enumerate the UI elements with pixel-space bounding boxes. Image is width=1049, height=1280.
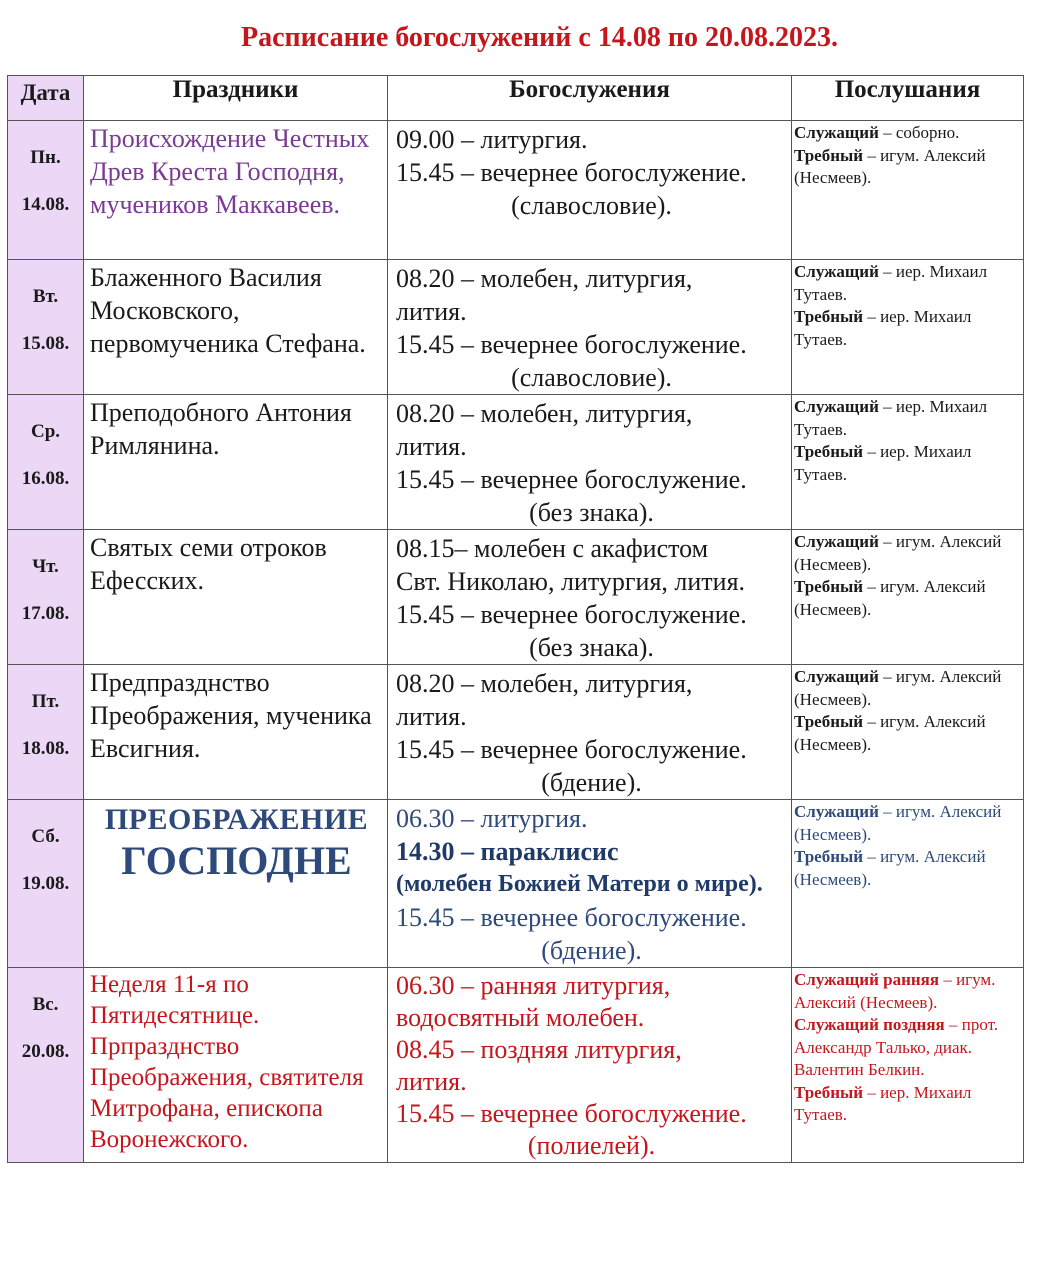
date-value: 18.08. bbox=[21, 738, 70, 759]
date-cell bbox=[8, 665, 84, 800]
table-row bbox=[8, 665, 1024, 800]
date-value: 15.08. bbox=[21, 333, 70, 354]
day-name: Вт. bbox=[32, 286, 59, 307]
table-row bbox=[8, 121, 1024, 260]
service-line: 15.45 – вечернее богослужение. bbox=[396, 903, 747, 932]
header-duties: Послушания bbox=[792, 76, 1024, 121]
duty-text: – иер. Михаил Тутаев. bbox=[794, 307, 972, 349]
header-feasts: Праздники bbox=[84, 76, 388, 121]
table-row bbox=[8, 530, 1024, 665]
service-line: Свт. Николаю, литургия, лития. bbox=[396, 567, 746, 596]
duty-role: Требный bbox=[794, 712, 864, 731]
service-line: 15.45 – вечернее богослужение. bbox=[396, 600, 747, 629]
duties-cell bbox=[792, 530, 1024, 665]
date-cell bbox=[8, 800, 84, 968]
service-line: 06.30 – литургия. bbox=[396, 804, 588, 833]
header-services: Богослужения bbox=[388, 76, 792, 121]
date-cell bbox=[8, 968, 84, 1163]
service-note: (без знака). bbox=[529, 633, 654, 662]
day-name: Вс. bbox=[32, 994, 59, 1015]
feast-cell: Святых семи отроков Ефесских. bbox=[84, 530, 388, 665]
service-note: (бдение). bbox=[541, 768, 642, 797]
schedule-table bbox=[7, 75, 1024, 1163]
table-row bbox=[8, 260, 1024, 395]
duties-cell bbox=[792, 395, 1024, 530]
duties-cell bbox=[792, 260, 1024, 395]
duty-text: – игум. Алексий (Несмеев). bbox=[794, 532, 1002, 574]
service-line: 15.45 – вечернее богослужение. bbox=[396, 158, 747, 187]
duty-role: Служащий bbox=[794, 532, 879, 551]
page-title: Расписание богослужений с 14.08 по 20.08.2023. bbox=[241, 22, 838, 53]
service-line: 15.45 – вечернее богослужение. bbox=[396, 330, 747, 359]
service-line: 06.30 – ранняя литургия, bbox=[396, 971, 671, 1000]
duty-role: Требный bbox=[794, 1082, 864, 1102]
feast-title-line: ГОСПОДНЕ bbox=[121, 838, 352, 883]
date-value: 19.08. bbox=[21, 873, 70, 894]
duty-text: – соборно. bbox=[878, 123, 960, 142]
table-row bbox=[8, 968, 1024, 1163]
duty-role: Требный bbox=[794, 307, 864, 326]
table-header-row bbox=[8, 76, 1024, 121]
service-line: лития. bbox=[396, 297, 467, 326]
duty-text: – прот. Александр Талько, диак. Валентин Белкин. bbox=[794, 1015, 998, 1079]
duty-text: – игум. Алексий (Несмеев). bbox=[794, 970, 996, 1012]
duty-role: Служащий поздняя bbox=[794, 1015, 945, 1034]
date-cell bbox=[8, 530, 84, 665]
service-note: (бдение). bbox=[541, 936, 642, 965]
duty-text: – иер. Михаил Тутаев. bbox=[794, 1082, 972, 1124]
duty-text: – игум. Алексий (Несмеев). bbox=[794, 712, 986, 754]
date-cell bbox=[8, 121, 84, 260]
feast-cell: Преподобного Антония Римлянина. bbox=[84, 395, 388, 530]
service-note: (без знака). bbox=[529, 498, 654, 527]
header-date: Дата bbox=[8, 76, 84, 121]
service-note: (славословие). bbox=[511, 363, 672, 392]
feast-cell: Блаженного Василия Московского, первомученика Стефана. bbox=[84, 260, 388, 395]
duty-role: Служащий bbox=[794, 397, 879, 416]
duties-cell bbox=[792, 968, 1024, 1163]
service-line: 08.15– молебен с акафистом bbox=[396, 534, 709, 563]
table-row bbox=[8, 800, 1024, 968]
services-cell bbox=[388, 395, 792, 530]
duty-role: Служащий bbox=[794, 262, 879, 281]
services-cell bbox=[388, 121, 792, 260]
duty-role: Служащий bbox=[794, 123, 879, 142]
services-cell bbox=[388, 665, 792, 800]
services-cell bbox=[388, 800, 792, 968]
duty-text: – игум. Алексий (Несмеев). bbox=[794, 577, 986, 619]
duties-cell bbox=[792, 800, 1024, 968]
table-row bbox=[8, 395, 1024, 530]
duty-role: Служащий bbox=[794, 667, 879, 686]
services-cell bbox=[388, 260, 792, 395]
duty-role: Требный bbox=[794, 577, 864, 596]
duty-text: – игум. Алексий (Несмеев). bbox=[794, 802, 1002, 844]
service-line: 15.45 – вечернее богослужение. bbox=[396, 1099, 747, 1128]
duty-role: Требный bbox=[794, 847, 864, 866]
services-cell bbox=[388, 968, 792, 1163]
service-line: лития. bbox=[396, 432, 467, 461]
service-note: (полиелей). bbox=[527, 1131, 656, 1160]
day-name: Чт. bbox=[32, 556, 59, 577]
duty-text: – иер. Михаил Тутаев. bbox=[794, 442, 972, 484]
date-value: 20.08. bbox=[21, 1041, 70, 1062]
duty-text: – игум. Алексий (Несмеев). bbox=[794, 145, 986, 187]
service-line: 15.45 – вечернее богослужение. bbox=[396, 465, 747, 494]
service-line: 15.45 – вечернее богослужение. bbox=[396, 735, 747, 764]
services-cell bbox=[388, 530, 792, 665]
service-line: 09.00 – литургия. bbox=[396, 125, 588, 154]
duty-text: – иер. Михаил Тутаев. bbox=[794, 262, 988, 304]
feast-cell bbox=[84, 800, 388, 968]
service-line: лития. bbox=[396, 702, 467, 731]
duty-text: – иер. Михаил Тутаев. bbox=[794, 397, 988, 439]
service-line: водосвятный молебен. bbox=[396, 1003, 645, 1032]
date-cell bbox=[8, 260, 84, 395]
duties-cell bbox=[792, 665, 1024, 800]
duty-text: – игум. Алексий (Несмеев). bbox=[794, 847, 986, 889]
date-value: 16.08. bbox=[21, 468, 70, 489]
service-line: 08.20 – молебен, литургия, bbox=[396, 264, 693, 293]
feast-title-line: ПРЕОБРАЖЕНИЕ bbox=[104, 803, 369, 836]
feast-cell: Неделя 11-я по Пятидесятнице. Прпразднство Преображения, святителя Митрофана, епископа Воронежского. bbox=[84, 968, 388, 1163]
duty-role: Служащий ранняя bbox=[794, 970, 940, 989]
day-name: Сб. bbox=[31, 826, 60, 847]
service-line: (молебен Божией Матери о мире). bbox=[396, 871, 763, 897]
duty-role: Требный bbox=[794, 145, 864, 165]
service-line: 08.20 – молебен, литургия, bbox=[396, 399, 693, 428]
date-value: 17.08. bbox=[21, 603, 70, 624]
day-name: Ср. bbox=[30, 421, 61, 442]
service-note: (славословие). bbox=[511, 191, 672, 220]
duty-text: – игум. Алексий (Несмеев). bbox=[794, 667, 1002, 709]
service-line: лития. bbox=[396, 1067, 467, 1096]
day-name: Пн. bbox=[30, 147, 61, 168]
day-name: Пт. bbox=[31, 691, 60, 712]
feast-cell: Предпразднство Преображения, мученика Евсигния. bbox=[84, 665, 388, 800]
duty-role: Служащий bbox=[794, 802, 879, 821]
date-value: 14.08. bbox=[21, 194, 70, 215]
service-line: 08.45 – поздняя литургия, bbox=[396, 1035, 682, 1064]
feast-cell: Происхождение Честных Древ Креста Господня, мучеников Маккавеев. bbox=[84, 121, 388, 260]
date-cell bbox=[8, 395, 84, 530]
duties-cell bbox=[792, 121, 1024, 260]
service-line: 14.30 – параклисис bbox=[396, 837, 619, 866]
duty-role: Требный bbox=[794, 442, 864, 461]
service-line: 08.20 – молебен, литургия, bbox=[396, 669, 693, 698]
